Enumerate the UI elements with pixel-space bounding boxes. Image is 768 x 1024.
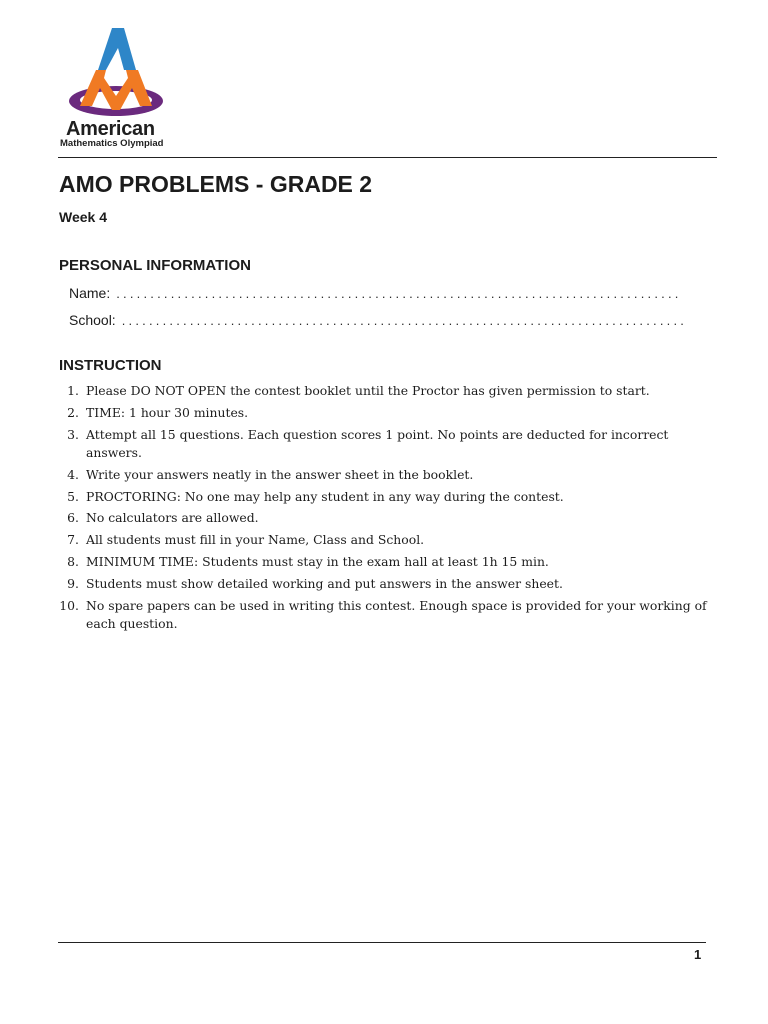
instruction-number: 3. [67,426,79,442]
instruction-item [59,509,709,527]
instruction-item [59,531,709,549]
instruction-number: 7. [67,532,79,548]
instruction-item [59,382,709,400]
instruction-text: MINIMUM TIME: Students must stay in the exam hall at least 1h 15 min. [86,554,549,570]
instruction-number: 9. [67,576,79,592]
instruction-text: No calculators are allowed. [86,510,259,526]
logo-blue-apex [98,28,136,70]
logo-subtitle: Mathematics Olympiad [60,138,164,149]
instruction-text: Write your answers neatly in the answer sheet in the booklet. [86,466,474,482]
instruction-text: Students must show detailed working and put answers in the answer sheet. [86,576,563,592]
instruction-text: No spare papers can be used in writing this contest. Enough space is provided for your working of each question. [86,598,707,632]
header-divider [58,157,717,158]
school-field[interactable] [69,312,699,332]
instruction-number: 5. [67,488,79,504]
instruction-text: Please DO NOT OPEN the contest booklet until the Proctor has given permission to start. [86,383,650,398]
instruction-text: Attempt all 15 questions. Each question scores 1 point. No points are deducted for incorrect answers. [86,426,669,460]
instruction-number: 10. [59,598,79,614]
instruction-heading: INSTRUCTION [59,357,162,374]
name-field[interactable] [69,285,699,305]
instruction-item [59,404,709,422]
instruction-item [59,488,709,506]
footer-divider [58,942,706,943]
amo-logo [58,26,198,152]
name-field-label: Name: [69,285,111,301]
instruction-item [59,553,709,571]
personal-information-heading: PERSONAL INFORMATION [59,257,251,274]
instruction-item [59,426,709,462]
instruction-text: TIME: 1 hour 30 minutes. [86,404,249,420]
instruction-item [59,597,709,633]
instruction-number: 4. [67,466,79,482]
school-field-label: School: [69,312,116,328]
week-label: Week 4 [59,209,107,225]
page-number: 1 [694,947,702,962]
logo-wordmark: American [66,118,155,140]
instruction-text: PROCTORING: No one may help any student in any way during the contest. [86,488,564,504]
amo-logo-mark-icon [58,26,198,122]
instruction-item [59,466,709,484]
page-title: AMO PROBLEMS - GRADE 2 [59,171,373,197]
instruction-number: 1. [67,383,79,398]
instruction-number: 8. [67,554,79,570]
instruction-number: 6. [67,510,79,526]
instruction-list [59,382,709,637]
instruction-number: 2. [67,404,79,420]
instruction-item [59,575,709,593]
instruction-text: All students must fill in your Name, Class and School. [86,532,425,548]
school-field-dotted-line: ................................................................................... [121,313,688,328]
name-field-dotted-line: ................................................................................... [116,286,682,301]
